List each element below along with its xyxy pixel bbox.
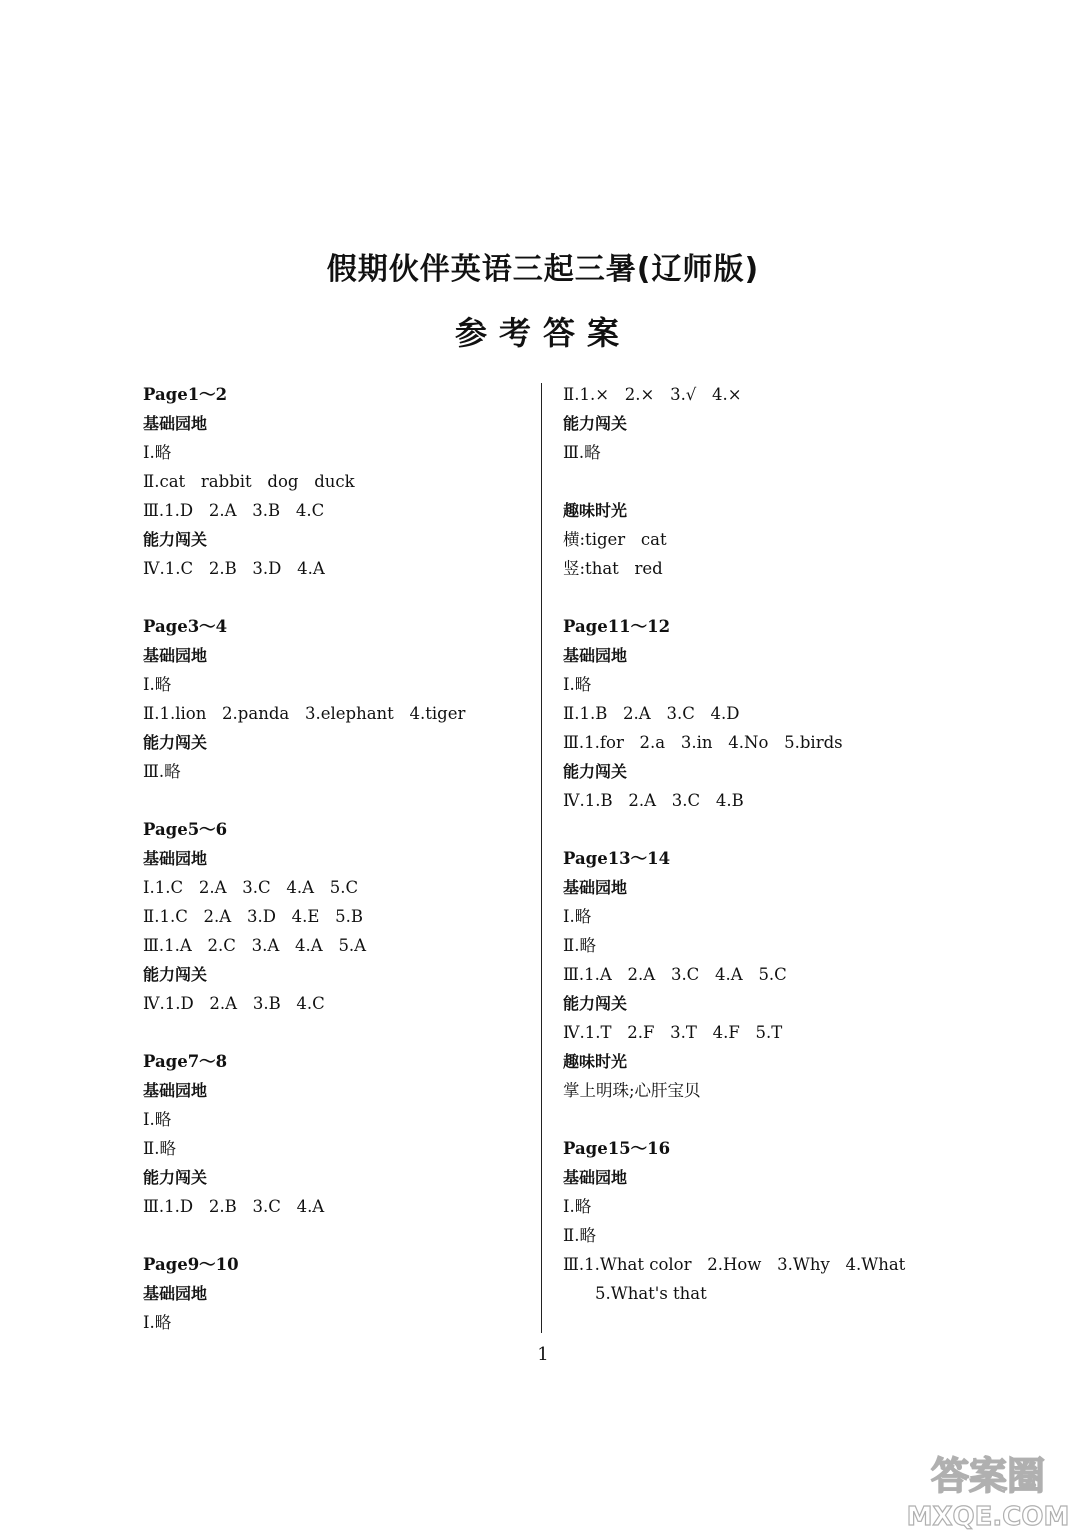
answer-line: Ⅳ.1.T 2.F 3.T 4.F 5.T xyxy=(563,1023,783,1042)
answer-line: Ⅱ.1.B 2.A 3.C 4.D xyxy=(563,704,740,723)
answer-line: Ⅱ.略 xyxy=(563,1226,596,1245)
section-heading: 能力闯关 xyxy=(563,414,628,433)
document-subtitle: 参考答案 xyxy=(454,314,631,352)
document-title: 假期伙伴英语三起三暑(辽师版) xyxy=(326,252,760,287)
page-range-heading: Page9～10 xyxy=(143,1255,239,1274)
answer-line: 竖:that red xyxy=(563,559,663,578)
answer-line: Ⅰ.略 xyxy=(563,907,592,926)
left-answer-column xyxy=(143,380,543,1337)
section-spacer xyxy=(563,467,963,496)
answer-line: 横:tiger cat xyxy=(563,530,667,549)
answer-line: Ⅳ.1.B 2.A 3.C 4.B xyxy=(563,791,744,810)
watermark-text-bottom: MXQE.COM xyxy=(906,1502,1070,1531)
section-heading: 能力闯关 xyxy=(143,530,208,549)
section-heading: 趣味时光 xyxy=(563,1052,628,1071)
section-heading: 基础园地 xyxy=(143,1081,208,1100)
answer-line: Ⅱ.1.lion 2.panda 3.elephant 4.tiger xyxy=(143,704,466,723)
answer-line: Ⅱ.cat rabbit dog duck xyxy=(143,472,355,491)
section-spacer xyxy=(143,786,543,815)
section-heading: 能力闯关 xyxy=(563,762,628,781)
answer-line: Ⅲ.1.What color 2.How 3.Why 4.What xyxy=(563,1255,906,1274)
page-range-heading: Page3～4 xyxy=(143,617,228,636)
section-heading: 基础园地 xyxy=(143,1284,208,1303)
answer-line: Ⅲ.1.A 2.C 3.A 4.A 5.A xyxy=(143,936,367,955)
answer-line: Ⅱ.略 xyxy=(563,936,596,955)
section-spacer xyxy=(143,583,543,612)
watermark-logo xyxy=(900,1445,1076,1531)
section-spacer xyxy=(563,583,963,612)
page-range-heading: Page11～12 xyxy=(563,617,671,636)
answer-line: Ⅲ.略 xyxy=(143,762,181,781)
answer-line: Ⅳ.1.C 2.B 3.D 4.A xyxy=(143,559,325,578)
section-heading: 趣味时光 xyxy=(563,501,628,520)
watermark-text-top: 答案圈 xyxy=(930,1454,1046,1498)
page-range-heading: Page1～2 xyxy=(143,385,228,404)
page-range-heading: Page15～16 xyxy=(563,1139,671,1158)
answer-line: Ⅲ.1.A 2.A 3.C 4.A 5.C xyxy=(563,965,787,984)
answer-line: Ⅰ.略 xyxy=(143,675,172,694)
answer-line-continued: 5.What's that xyxy=(595,1284,707,1303)
answer-line: Ⅱ.略 xyxy=(143,1139,176,1158)
section-spacer xyxy=(563,815,963,844)
page-range-heading: Page7～8 xyxy=(143,1052,228,1071)
answer-line: Ⅳ.1.D 2.A 3.B 4.C xyxy=(143,994,325,1013)
page-range-heading: Page13～14 xyxy=(563,849,671,868)
answer-line: Ⅰ.略 xyxy=(563,675,592,694)
section-heading: 能力闯关 xyxy=(143,733,208,752)
answer-line: Ⅲ.1.D 2.A 3.B 4.C xyxy=(143,501,325,520)
answer-line: Ⅰ.略 xyxy=(143,443,172,462)
answer-line: Ⅰ.略 xyxy=(143,1313,172,1332)
section-heading: 基础园地 xyxy=(143,646,208,665)
section-heading: 基础园地 xyxy=(143,414,208,433)
page-number: 1 xyxy=(537,1344,549,1365)
section-heading: 基础园地 xyxy=(143,849,208,868)
column-divider xyxy=(541,383,542,1333)
answer-line: 掌上明珠;心肝宝贝 xyxy=(563,1081,701,1100)
section-heading: 基础园地 xyxy=(563,878,628,897)
page-range-heading: Page5～6 xyxy=(143,820,228,839)
answer-line: Ⅲ.1.D 2.B 3.C 4.A xyxy=(143,1197,325,1216)
answer-line: Ⅰ.略 xyxy=(143,1110,172,1129)
section-heading: 基础园地 xyxy=(563,1168,628,1187)
section-heading: 能力闯关 xyxy=(143,1168,208,1187)
answer-line: Ⅲ.1.for 2.a 3.in 4.No 5.birds xyxy=(563,733,843,752)
section-heading: 能力闯关 xyxy=(563,994,628,1013)
section-spacer xyxy=(143,1221,543,1250)
answer-line: Ⅲ.略 xyxy=(563,443,601,462)
section-heading: 基础园地 xyxy=(563,646,628,665)
answer-line: Ⅱ.1.C 2.A 3.D 4.E 5.B xyxy=(143,907,364,926)
answer-line: Ⅱ.1.× 2.× 3.√ 4.× xyxy=(563,385,742,404)
section-spacer xyxy=(563,1105,963,1134)
answer-line: Ⅰ.1.C 2.A 3.C 4.A 5.C xyxy=(143,878,359,897)
right-answer-column xyxy=(563,380,963,1308)
section-spacer xyxy=(143,1018,543,1047)
answer-line: Ⅰ.略 xyxy=(563,1197,592,1216)
section-heading: 能力闯关 xyxy=(143,965,208,984)
